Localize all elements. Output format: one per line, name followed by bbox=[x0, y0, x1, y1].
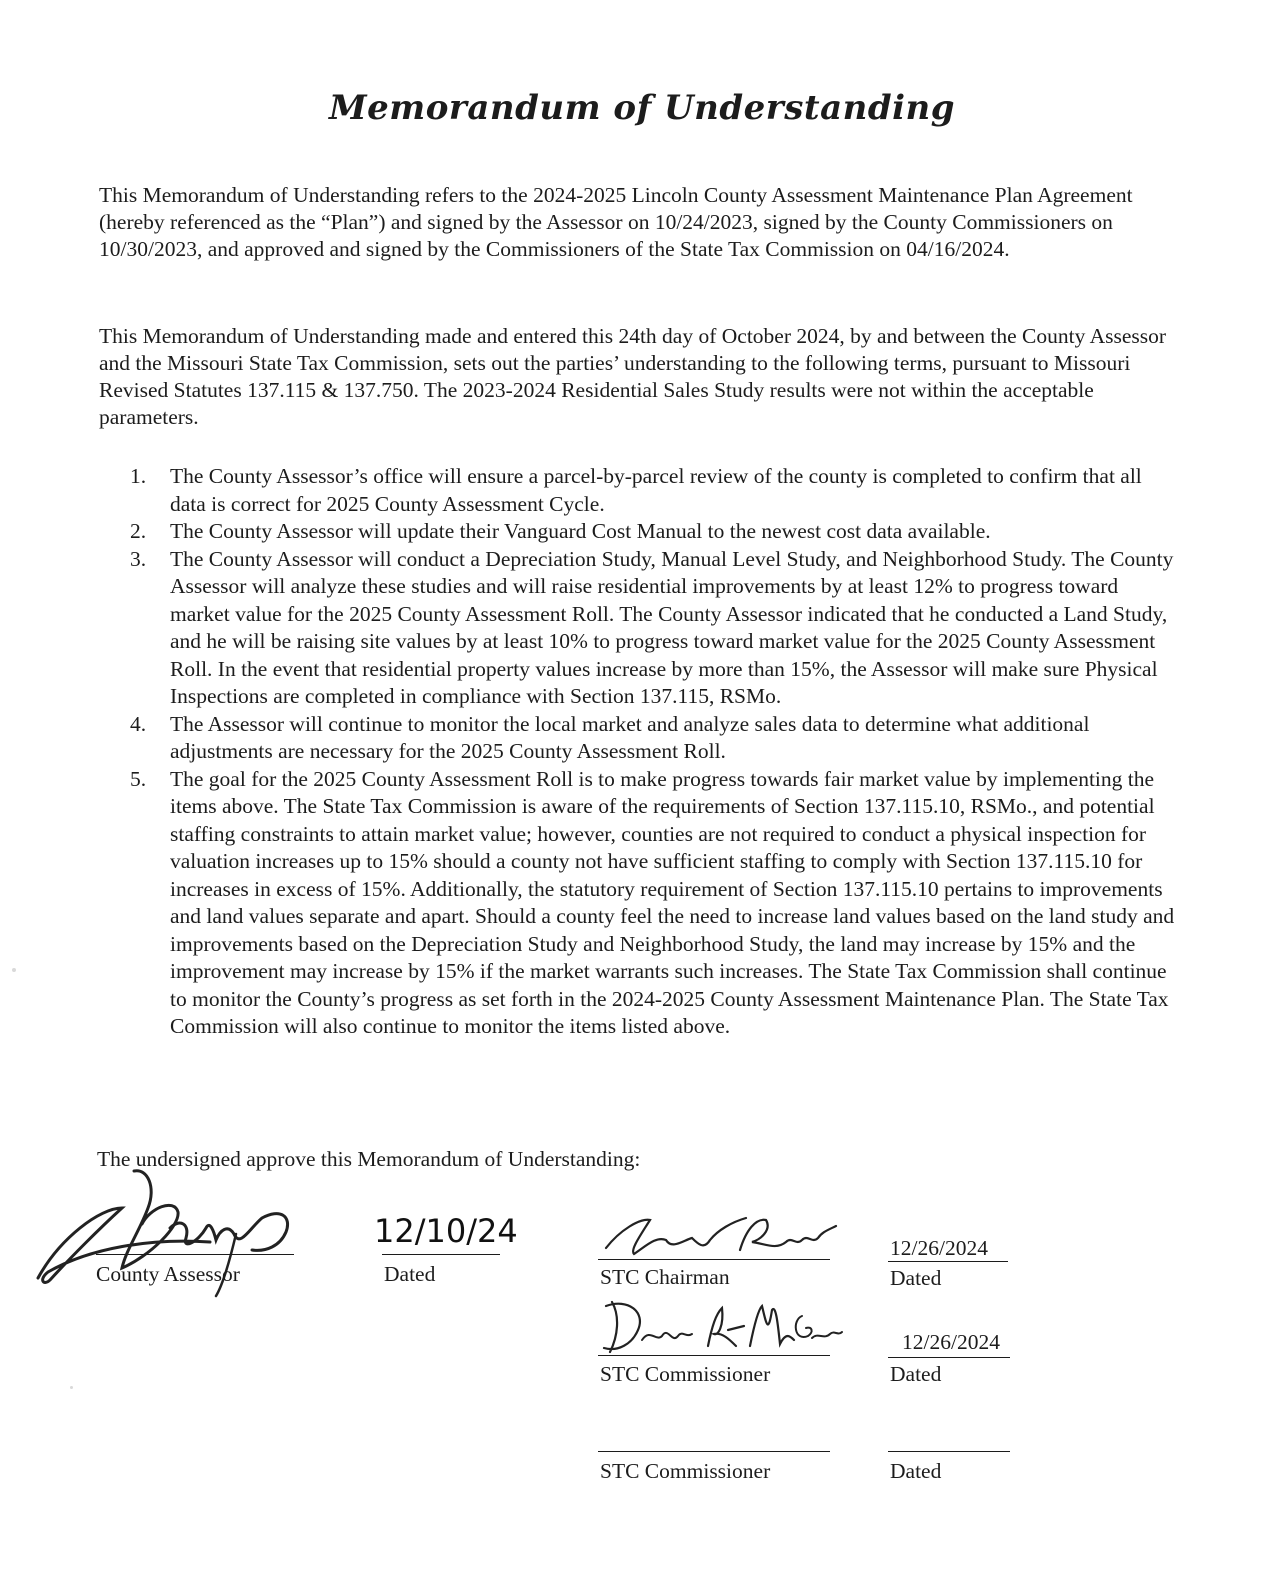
terms-list bbox=[130, 463, 1180, 1041]
term-text: The goal for the 2025 County Assessment Roll is to make progress towards fair market value by implementing the items above. The State Tax Commission is aware of the requirements of Section 137.115.10, RSMo., and potential staffing constraints to attain market value; however, counties are not required to conduct a physical inspection for valuation increases up to 15% should a county not have sufficient staffing to comply with Section 137.115.10 for increases in excess of 15%. Additionally, the statutory requirement of Section 137.115.10 pertains to improvements and land values separate and apart. Should a county feel the need to increase land values based on the land study and improvements based on the Depreciation Study and Neighborhood Study, the land may increase by 15% and the improvement may increase by 15% if the market warrants such increases. The State Tax Commission shall continue to monitor the County’s progress as set forth in the 2024-2025 County Assessment Maintenance Plan. The State Tax Commission will also continue to monitor the items listed above. bbox=[170, 766, 1175, 1038]
assessor-date: 12/10/24 bbox=[374, 1212, 518, 1250]
commissioner2-label: STC Commissioner bbox=[600, 1459, 771, 1483]
chairman-label: STC Chairman bbox=[600, 1265, 730, 1289]
assessor-label: County Assessor bbox=[96, 1262, 240, 1286]
list-item bbox=[130, 766, 1180, 1041]
list-item bbox=[130, 518, 1180, 546]
commissioner1-dated-label: Dated bbox=[890, 1362, 942, 1386]
term-text: The County Assessor’s office will ensure a parcel-by-parcel review of the county is completed to confirm that all data is correct for 2025 County Assessment Cycle. bbox=[170, 464, 1142, 516]
chairman-dated-label: Dated bbox=[890, 1266, 942, 1290]
term-text: The County Assessor will update their Vanguard Cost Manual to the newest cost data available. bbox=[170, 519, 991, 543]
term-text: The County Assessor will conduct a Depreciation Study, Manual Level Study, and Neighborhood Study. The County Assessor will analyze these studies and will raise residential improvements by at least 12% to progress toward market value for the 2025 County Assessment Roll. The County Assessor indicated that he conducted a Land Study, and he will be raising site values by at least 10% to progress toward market value for the 2025 County Assessment Roll. In the event that residential property values increase by more than 15%, the Assessor will make sure Physical Inspections are completed in compliance with Section 137.115, RSMo. bbox=[170, 546, 1174, 708]
scan-speck bbox=[70, 1386, 73, 1389]
assessor-dated-label: Dated bbox=[384, 1262, 436, 1286]
terms-paragraph: This Memorandum of Understanding made and entered this 24th day of October 2024, by and between the County Assessor and the Missouri State Tax Commission, sets out the parties’ understanding to the following terms, pursuant to Missouri Revised Statutes 137.115 & 137.750. The 2023-2024 Residential Sales Study results were not within the acceptable parameters. bbox=[99, 324, 1167, 429]
chairman-date-line bbox=[888, 1261, 1008, 1262]
document-title: Memorandum of Understanding bbox=[329, 88, 955, 128]
commissioner1-signature-line bbox=[598, 1355, 830, 1356]
assessor-signature-line bbox=[96, 1254, 294, 1255]
chairman-date: 12/26/2024 bbox=[890, 1236, 988, 1260]
commissioner2-dated-label: Dated bbox=[890, 1459, 942, 1483]
commissioner2-date-line bbox=[888, 1451, 1010, 1452]
term-number: 2. bbox=[130, 519, 147, 543]
scan-speck bbox=[12, 968, 16, 972]
chairman-signature-line bbox=[598, 1259, 830, 1260]
commissioner1-date-line bbox=[888, 1357, 1010, 1358]
term-number: 4. bbox=[130, 711, 147, 736]
term-number: 3. bbox=[130, 546, 147, 571]
approval-statement: The undersigned approve this Memorandum of Understanding: bbox=[97, 1147, 641, 1171]
commissioner2-signature-line bbox=[598, 1451, 830, 1452]
list-item bbox=[130, 546, 1180, 711]
commissioner1-signature bbox=[598, 1296, 848, 1358]
commissioner1-label: STC Commissioner bbox=[600, 1362, 771, 1386]
list-item bbox=[130, 711, 1180, 766]
chairman-signature bbox=[600, 1210, 840, 1262]
intro-paragraph: This Memorandum of Understanding refers to the 2024-2025 Lincoln County Assessment Maintenance Plan Agreement (hereby referenced as the “Plan”) and signed by the Assessor on 10/24/2023, signed by the County Commissioners on 10/30/2023, and approved and signed by the Commissioners of the State Tax Commission on 04/16/2024. bbox=[99, 183, 1133, 261]
term-number: 5. bbox=[130, 766, 147, 791]
assessor-date-line bbox=[382, 1254, 500, 1255]
term-number: 1. bbox=[130, 464, 147, 488]
commissioner1-date: 12/26/2024 bbox=[902, 1330, 1000, 1354]
term-text: The Assessor will continue to monitor the local market and analyze sales data to determine what additional adjustments are necessary for the 2025 County Assessment Roll. bbox=[170, 711, 1090, 763]
list-item bbox=[130, 463, 1180, 518]
